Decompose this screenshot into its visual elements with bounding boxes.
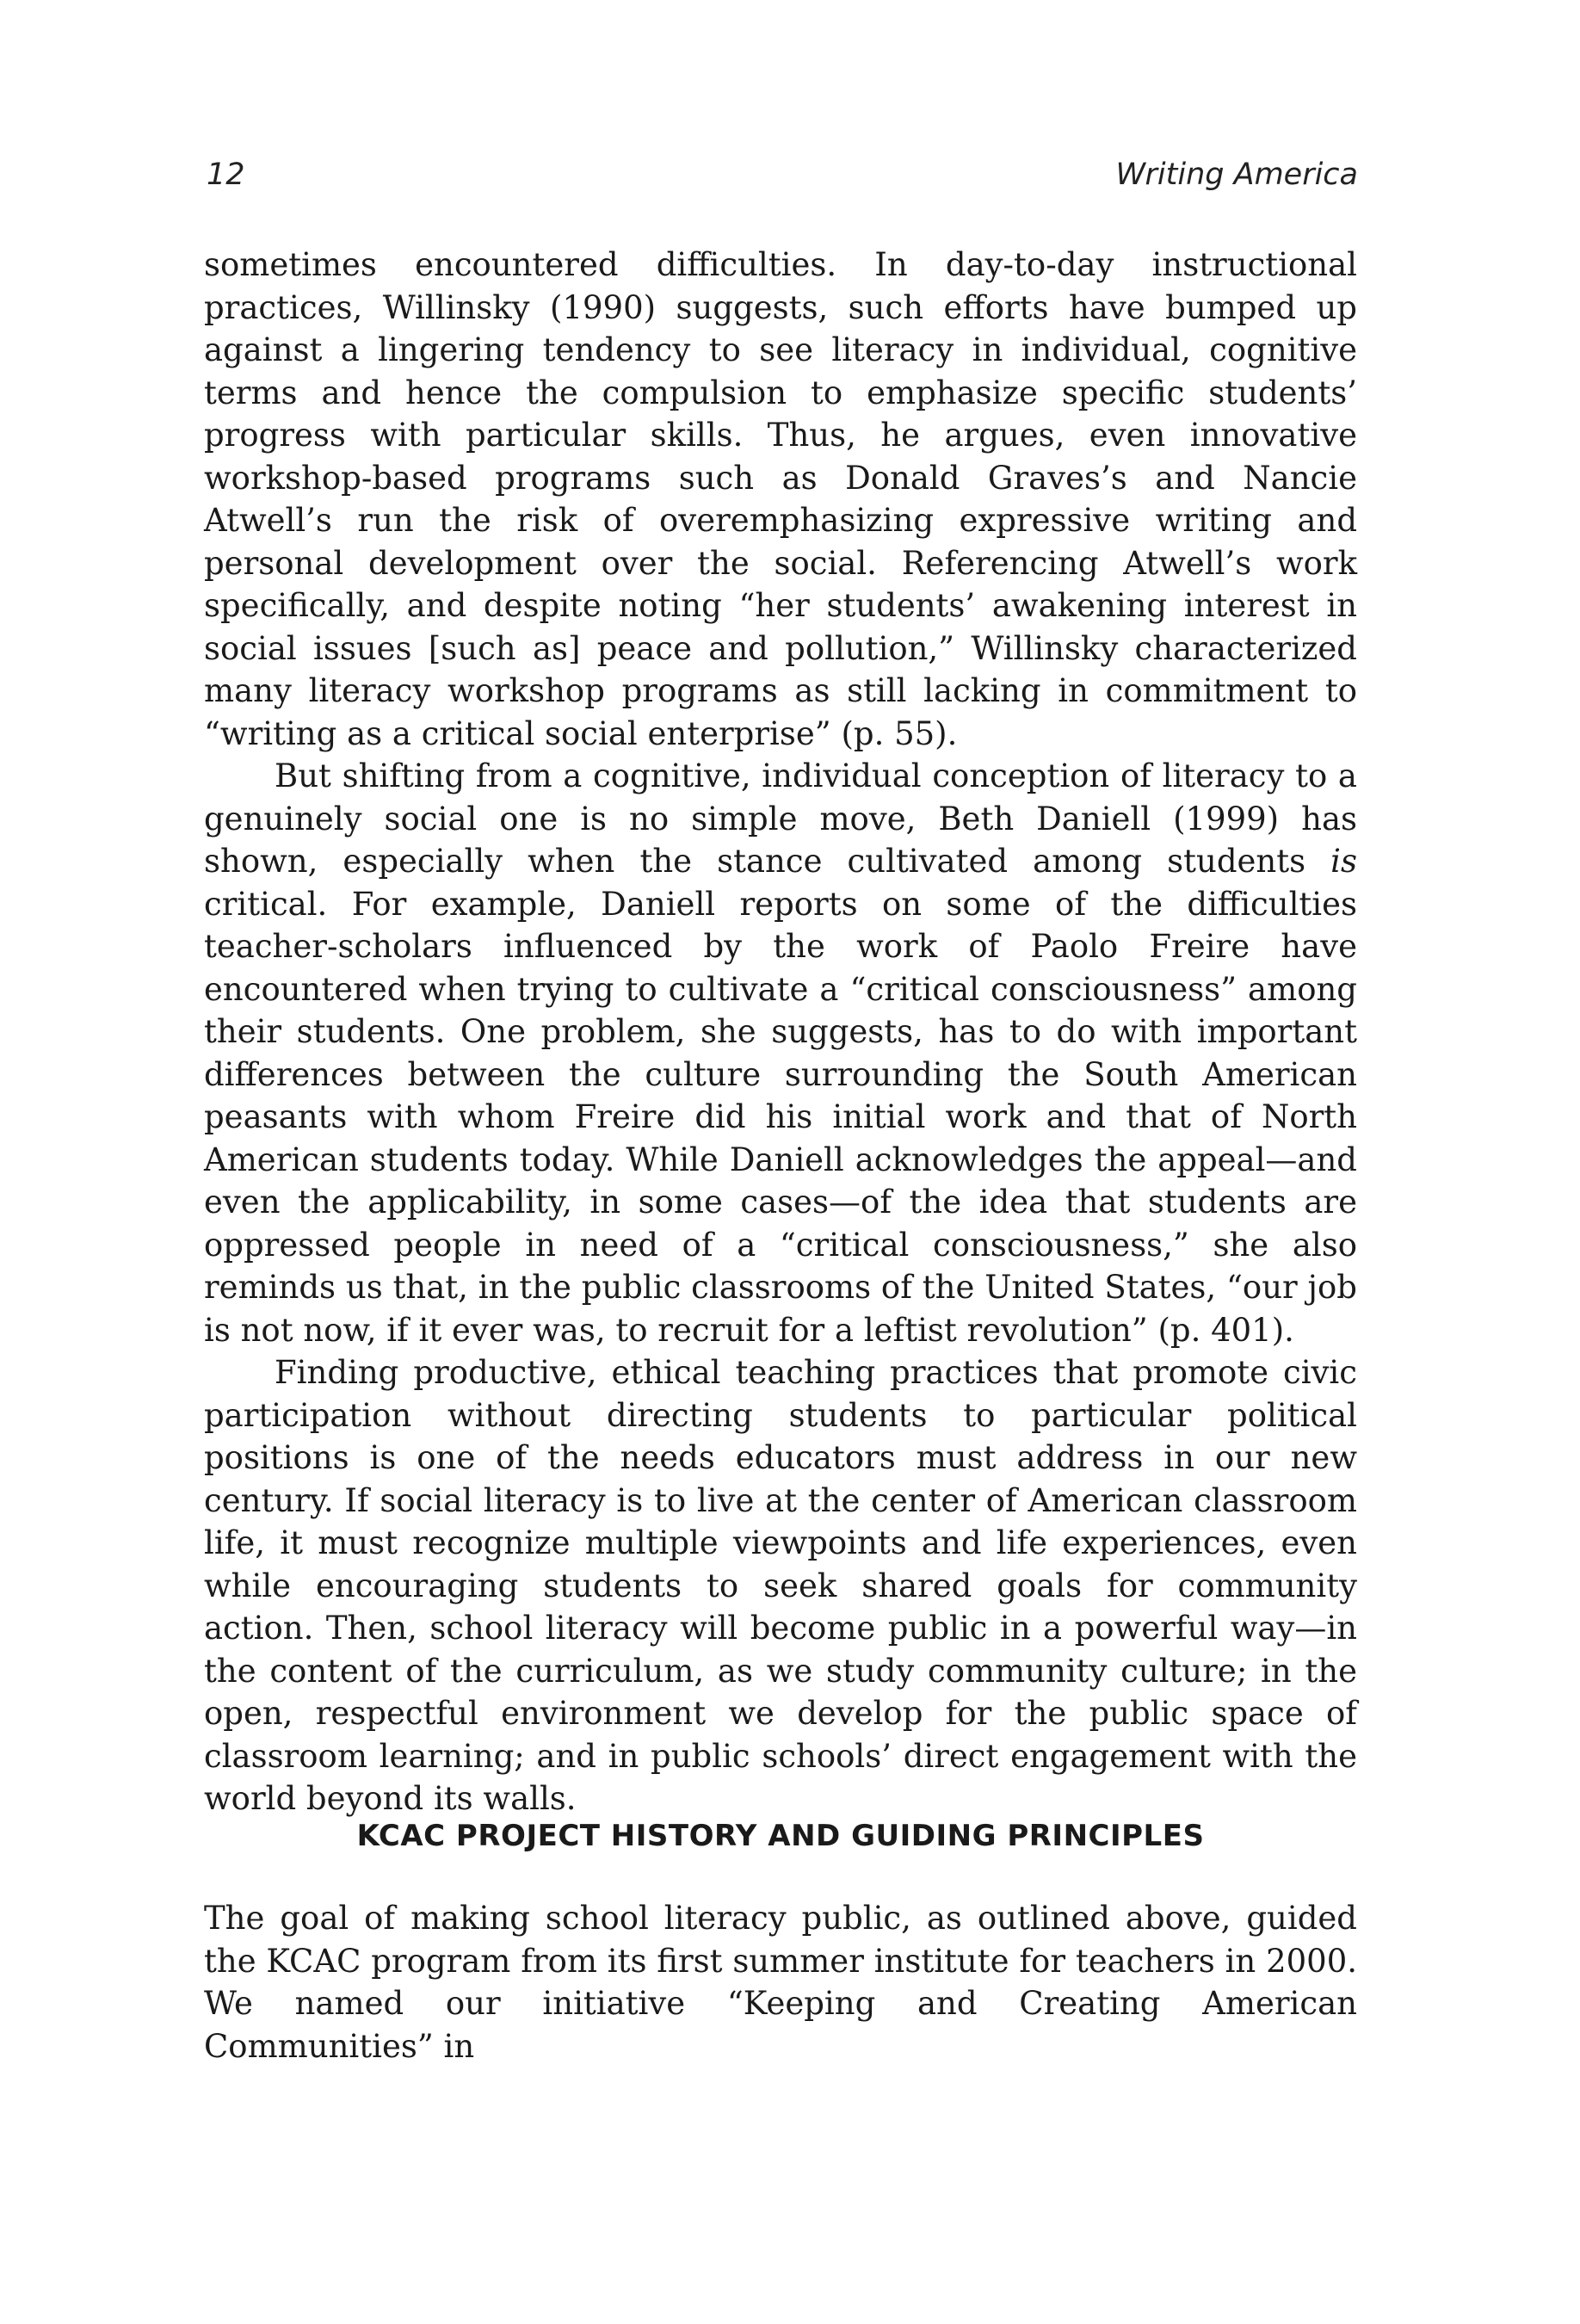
running-head-title: Writing America [1115, 158, 1358, 192]
paragraph-3 [204, 1351, 1357, 1820]
section-heading: KCAC PROJECT HISTORY AND GUIDING PRINCIPLES [356, 1819, 1205, 1853]
paragraph-2-text-b: critical. For example, Daniell reports on some of the difficulties teacher-scholars influenced by the work of Paolo Freire have encountered when trying to cultivate a “critical consciousness” among their students. One problem, she suggests, has to do with important differences between the culture surrounding the South American peasants with whom Freire did his initial work and that of North American students today. While Daniell acknowledges the appeal—and even the applicability, in some cases—of the idea that students are oppressed people in need of a “critical consciousness,” she also reminds us that, in the public classrooms of the United States, “our job is not now, if it ever was, to recruit for a leftist revolution” (p. 401). [204, 885, 1357, 1349]
section-body-text [204, 1897, 1357, 2067]
paragraph-2 [204, 755, 1357, 1351]
paragraph-1 [204, 244, 1357, 755]
paragraph-2-text-a: But shifting from a cognitive, individual conception of literacy to a genuinely social one is no simple move, Beth Daniell (1999) has shown, especially when the stance cultivated among students [204, 757, 1357, 880]
paragraph-1-text: sometimes encountered difficulties. In day-to-day instructional practices, Willinsky (1990) suggests, such efforts have bumped up against a lingering tendency to see literacy in individual, cognitive terms and hence the compulsion to emphasize specific students’ progress with particular skills. Thus, he argues, even innovative workshop-based programs such as Donald Graves’s and Nancie Atwell’s run the risk of overemphasizing expressive writing and personal development over the social. Referencing Atwell’s work specifically, and despite noting “her students’ awakening interest in social issues [such as] peace and pollution,” Willinsky characterized many literacy workshop programs as still lacking in commitment to “writing as a critical social enterprise” (p. 55). [204, 246, 1357, 752]
paragraph-2-emphasis: is [1330, 843, 1357, 880]
page-number: 12 [207, 158, 245, 192]
section-paragraph: The goal of making school literacy public, as outlined above, guided the KCAC program from its first summer institute for teachers in 2000. We named our initiative “Keeping and Creating American Communities” in [204, 1900, 1357, 2065]
running-head [207, 153, 1358, 196]
body-text [204, 244, 1357, 1820]
paragraph-3-text: Finding productive, ethical teaching practices that promote civic participation without directing students to particular political positions is one of the needs educators must address in our new century. If social literacy is to live at the center of American classroom life, it must recognize multiple viewpoints and life experiences, even while encouraging students to seek shared goals for community action. Then, school literacy will become public in a powerful way—in the content of the curriculum, as we study community culture; in the open, respectful environment we develop for the public space of classroom learning; and in public schools’ direct engagement with the world beyond its walls. [204, 1354, 1357, 1817]
